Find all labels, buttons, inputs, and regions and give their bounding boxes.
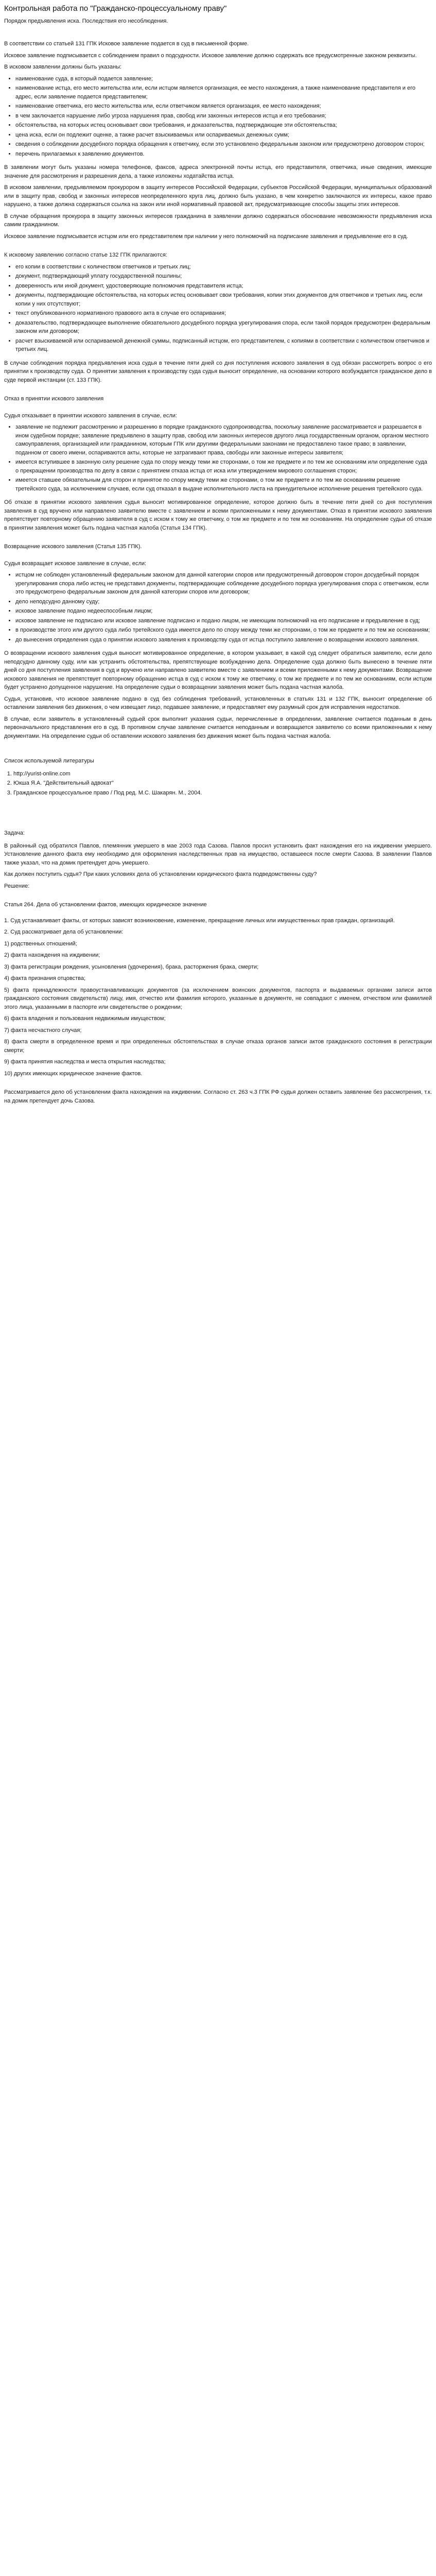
list-item: • имеется вступившее в законную силу решение суда по спору между теми же сторонами, о том же предмете и по тем же основаниям или определение суда о прекращении производства по делу в связи с принятием отказа истца от иска или утверждением мирового соглашения сторон; xyxy=(15,458,432,475)
list-item: • в чем заключается нарушение либо угроза нарушения прав, свобод или законных интересов истца и его требования; xyxy=(15,112,432,121)
article-heading: Статья 264. Дела об установлении фактов, имеющих юридическое значение xyxy=(4,902,207,908)
list-item: • исковое заявление не подписано или исковое заявление подписано и подано лицом, не имеющим полномочий на его подписание и предъявление в суд; xyxy=(15,617,432,625)
list-item: • наименование истца, его место жительства или, если истцом является организация, ее место нахождения, а также наименование представителя и его адрес, если заявление подается представителем; xyxy=(15,84,432,101)
list-item: • документ, подтверждающий уплату государственной пошлины; xyxy=(15,272,432,281)
answer-label: Решение: xyxy=(4,883,30,889)
section-attachments xyxy=(4,251,432,384)
list-item: • доверенность или иной документ, удостоверяющие полномочия представителя истца; xyxy=(15,282,432,291)
list-item: 1) родственных отношений; xyxy=(4,940,77,947)
list-item: • обстоятельства, на которых истец основывает свои требования, и доказательства, подтверждающие эти обстоятельства; xyxy=(15,121,432,130)
paragraph: К исковому заявлению согласно статье 132 ГПК прилагаются: xyxy=(4,252,167,258)
section-task xyxy=(4,829,432,890)
task-heading: Задача: xyxy=(4,830,25,836)
list-item: 7) факта несчастного случая; xyxy=(4,1027,82,1033)
list-item: 5) факта принадлежности правоустанавливающих документов (за исключением воинских документов, паспорта и выдаваемых органами записи актов гражданского состояния свидетельств) лицу, имя, отчество или фамилия которого, указанные в документе, не совпадают с именем, отчеством или фамилией этого лица, указанными в паспорте или свидетельстве о рождении; xyxy=(4,987,432,1010)
list-item: • наименование суда, в который подается заявление; xyxy=(15,75,432,83)
list-item: 3) факта регистрации рождения, усыновления (удочерения), брака, расторжения брака, смерти; xyxy=(4,963,259,970)
paragraph: Судья отказывает в принятии искового заявления в случае, если: xyxy=(4,412,177,419)
literature-item: 2. Юкша Я.А. "Действительный адвокат" xyxy=(13,779,432,788)
paragraph: В случае соблюдения порядка предъявления иска судья в течение пяти дней со дня поступления искового заявления в суд обязан рассмотреть вопрос о его принятии к производству суда. О принятии заявления к производству суда судья выносит определение, на основании которого возбуждается гражданское дело в суде первой инстанции (ст. 133 ГПК). xyxy=(4,360,432,383)
claim-requirements-list xyxy=(4,75,432,159)
list-item: 4) факта признания отцовства; xyxy=(4,975,86,981)
section-refusal xyxy=(4,395,432,532)
literature-item: 3. Гражданское процессуальное право / Под ред. М.С. Шакарян. М., 2004. xyxy=(13,789,432,798)
paragraph: В исковом заявлении должны быть указаны: xyxy=(4,64,122,70)
paragraph: Исковое заявление подписывается истцом или его представителем при наличии у него полномочий на подписание заявления и предъявление его в суд. xyxy=(4,233,408,240)
list-item: 9) факта принятия наследства и места открытия наследства; xyxy=(4,1059,166,1065)
paragraph: Судья возвращает исковое заявление в случае, если: xyxy=(4,560,147,567)
paragraph: 2. Суд рассматривает дела об установлении: xyxy=(4,929,124,935)
attachments-list xyxy=(4,263,432,354)
section-heading: Отказ в принятии искового заявления xyxy=(4,396,104,402)
document-page xyxy=(0,0,436,1118)
list-item: • документы, подтверждающие обстоятельства, на которых истец основывает свои требования, копии этих документов для ответчиков и третьих лиц, если копии у них отсутствуют; xyxy=(15,291,432,308)
list-item: 6) факта владения и пользования недвижимым имуществом; xyxy=(4,1015,166,1022)
list-item: 2) факта нахождения на иждивении; xyxy=(4,952,100,958)
paragraph: Как должен поступить судья? При каких условиях дела об установлении юридического факта подведомственны суду? xyxy=(4,871,317,877)
list-item: • дело неподсудно данному суду; xyxy=(15,598,432,606)
facts-list xyxy=(4,940,432,1078)
list-item: • цена иска, если он подлежит оценке, а также расчет взыскиваемых или оспариваемых денежных сумм; xyxy=(15,131,432,140)
paragraph: В заявлении могут быть указаны номера телефонов, факсов, адреса электронной почты истца, его представителя, ответчика, иные сведения, имеющие значение для рассмотрения и разрешения дела, а также изложены ходатайства истца. xyxy=(4,164,432,179)
paragraph: В случае обращения прокурора в защиту законных интересов гражданина в заявлении должно содержаться обоснование невозможности предъявления иска самим гражданином. xyxy=(4,213,432,228)
list-item: • текст опубликованного нормативного правового акта в случае его оспаривания; xyxy=(15,309,432,318)
list-item: • исковое заявление подано недееспособным лицом; xyxy=(15,607,432,616)
paragraph: О возвращении искового заявления судья выносит мотивированное определение, в котором указывает, в какой суд следует обратиться заявителю, если дело неподсудно данному суду, или как устранить обстоятельства, препятствующие возбуждению дела. Определение суда должно быть вынесено в течение пяти дней со дня поступления заявления в суд и вручено или направлено заявителю вместе с заявлением и всеми приложенными к нему документами. Возвращение искового заявления не препятствует повторному обращению истца в суд с иском к тому же ответчику, о том же предмете и по тем же основаниям, если истцом будет устранено допущенное нарушение. На определение судьи о возвращении заявления может быть подана частная жалоба. xyxy=(4,650,432,690)
return-reasons-list xyxy=(4,571,432,644)
list-item: • истцом не соблюден установленный федеральным законом для данной категории споров или предусмотренный договором сторон досудебный порядок урегулирования спора либо истец не представил документы, подтверждающие соблюдение досудебного порядка урегулирования спора с ответчиком, если это предусмотрено федеральным законом для данной категории споров или договором; xyxy=(15,571,432,597)
document-title: Контрольная работа по "Гражданско-процессуальному праву" xyxy=(4,4,227,13)
list-item: • имеется ставшее обязательным для сторон и принятое по спору между теми же сторонами, о том же предмете и по тем же основаниям решение третейского суда, за исключением случаев, если суд отказал в выдаче исполнительного листа на принудительное исполнение решения третейского суда. xyxy=(15,476,432,493)
paragraph: В районный суд обратился Павлов, племянник умершего в мае 2003 года Сазова. Павлов просил установить факт нахождения его на иждивении умершего. Установление данного факта ему необходимо для оформления наследственных прав на имущество, оставшееся после смерти Сазова. В заявлении Павлов также указал, что на домик претендует дочь умершего. xyxy=(4,842,432,866)
list-item: • доказательство, подтверждающее выполнение обязательного досудебного порядка урегулирования спора, если такой порядок предусмотрен федеральным законом или договором; xyxy=(15,319,432,336)
paragraph: Об отказе в принятии искового заявления судья выносит мотивированное определение, которое должно быть в течение пяти дней со дня поступления заявления в суд вручено или направлено заявителю вместе с заявлением и всеми приложенными к нему документами. Отказ в принятии искового заявления препятствует повторному обращению заявителя в суд с иском к тому же ответчику, о том же предмете и по тем же основаниям. На определение судьи об отказе в принятии заявления может быть подана частная жалоба (Статья 134 ГПК). xyxy=(4,499,432,531)
list-item: • перечень прилагаемых к заявлению документов. xyxy=(15,150,432,159)
paragraph: В случае, если заявитель в установленный судьей срок выполнит указания судьи, перечисленные в определении, заявление считается поданным в день первоначального представления его в суд. В противном случае заявление считается неподанным и возвращается заявителю со всеми приложенными к нему документами. На определение судьи об оставлении искового заявления без движения может быть подана частная жалоба. xyxy=(4,716,432,739)
list-item: • наименование ответчика, его место жительства или, если ответчиком является организация, ее место нахождения; xyxy=(15,102,432,111)
section-return xyxy=(4,543,432,740)
list-item: • до вынесения определения суда о принятии искового заявления к производству суда от истца поступило заявление о возвращении искового заявления. xyxy=(15,636,432,645)
literature-heading: Список используемой литературы xyxy=(4,758,94,764)
list-item: 10) других имеющих юридическое значение фактов. xyxy=(4,1070,143,1077)
document-subtitle: Порядок предъявления иска. Последствия его несоблюдения. xyxy=(4,18,168,24)
list-item: • расчет взыскиваемой или оспариваемой денежной суммы, подписанный истцом, его представителем, с копиями в соответствии с количеством ответчиков и третьих лиц. xyxy=(15,337,432,354)
paragraph: В исковом заявлении, предъявляемом прокурором в защиту интересов Российской Федерации, субъектов Российской Федерации, муниципальных образований или в защиту прав, свобод и законных интересов неопределенного круга лиц, должно быть указано, в чем конкретно заключаются их интересы, какое право нарушено, а также должна содержаться ссылка на закон или иной нормативный правовой акт, предусматривающие способы защиты этих интересов. xyxy=(4,184,432,208)
paragraph: 1. Суд устанавливает факты, от которых зависят возникновение, изменение, прекращение личных или имущественных прав граждан, организаций. xyxy=(4,917,395,924)
list-item: • заявление не подлежит рассмотрению и разрешению в порядке гражданского судопроизводства, поскольку заявление рассматривается и разрешается в ином судебном порядке; заявление предъявлено в защиту прав, свобод или законных интересов другого лица государственным органом, органом местного самоуправления, организацией или гражданином, которым ГПК или другими федеральными законами не предоставлено такое право; в заявлении, поданном от своего имени, оспариваются акты, которые не затрагивают права, свободы или законные интересы заявителя; xyxy=(15,423,432,457)
section-heading: Возвращение искового заявления (Статья 135 ГПК). xyxy=(4,544,142,550)
literature-item: 1. http://yurist-online.com xyxy=(13,770,432,778)
paragraph: Рассматривается дело об установлении факта нахождения на иждивении. Согласно ст. 263 ч.3 ГПК РФ судья должен оставить заявление без рассмотрения, т.к. на домик претендует дочь Сазова. xyxy=(4,1089,432,1104)
section-claim-form xyxy=(4,40,432,241)
list-item: • в производстве этого или другого суда либо третейского суда имеется дело по спору между теми же сторонами, о том же предмете и по тем же основаниям; xyxy=(15,626,432,635)
paragraph: Судья, установив, что исковое заявление подано в суд без соблюдения требований, установленных в статьях 131 и 132 ГПК, выносит определение об оставлении заявления без движения, о чем извещает лицо, подавшее заявление, и предоставляет ему разумный срок для исправления недостатков. xyxy=(4,696,432,710)
literature-list xyxy=(4,770,432,798)
list-item: • сведения о соблюдении досудебного порядка обращения к ответчику, если это установлено федеральным законом или предусмотрено договором сторон; xyxy=(15,140,432,149)
section-literature xyxy=(4,757,432,797)
refusal-reasons-list xyxy=(4,423,432,493)
paragraph: В соответствии со статьей 131 ГПК Исковое заявление подается в суд в письменной форме. xyxy=(4,41,249,47)
paragraph: Исковое заявление подписывается с соблюдением правил о подсудности. Исковое заявление должно содержать все предусмотренные законом реквизиты. xyxy=(4,52,417,59)
section-solution xyxy=(4,901,432,1105)
list-item: 8) факта смерти в определенное время и при определенных обстоятельствах в случае отказа органов записи актов гражданского состояния в регистрации смерти; xyxy=(4,1039,432,1054)
list-item: • его копии в соответствии с количеством ответчиков и третьих лиц; xyxy=(15,263,432,272)
